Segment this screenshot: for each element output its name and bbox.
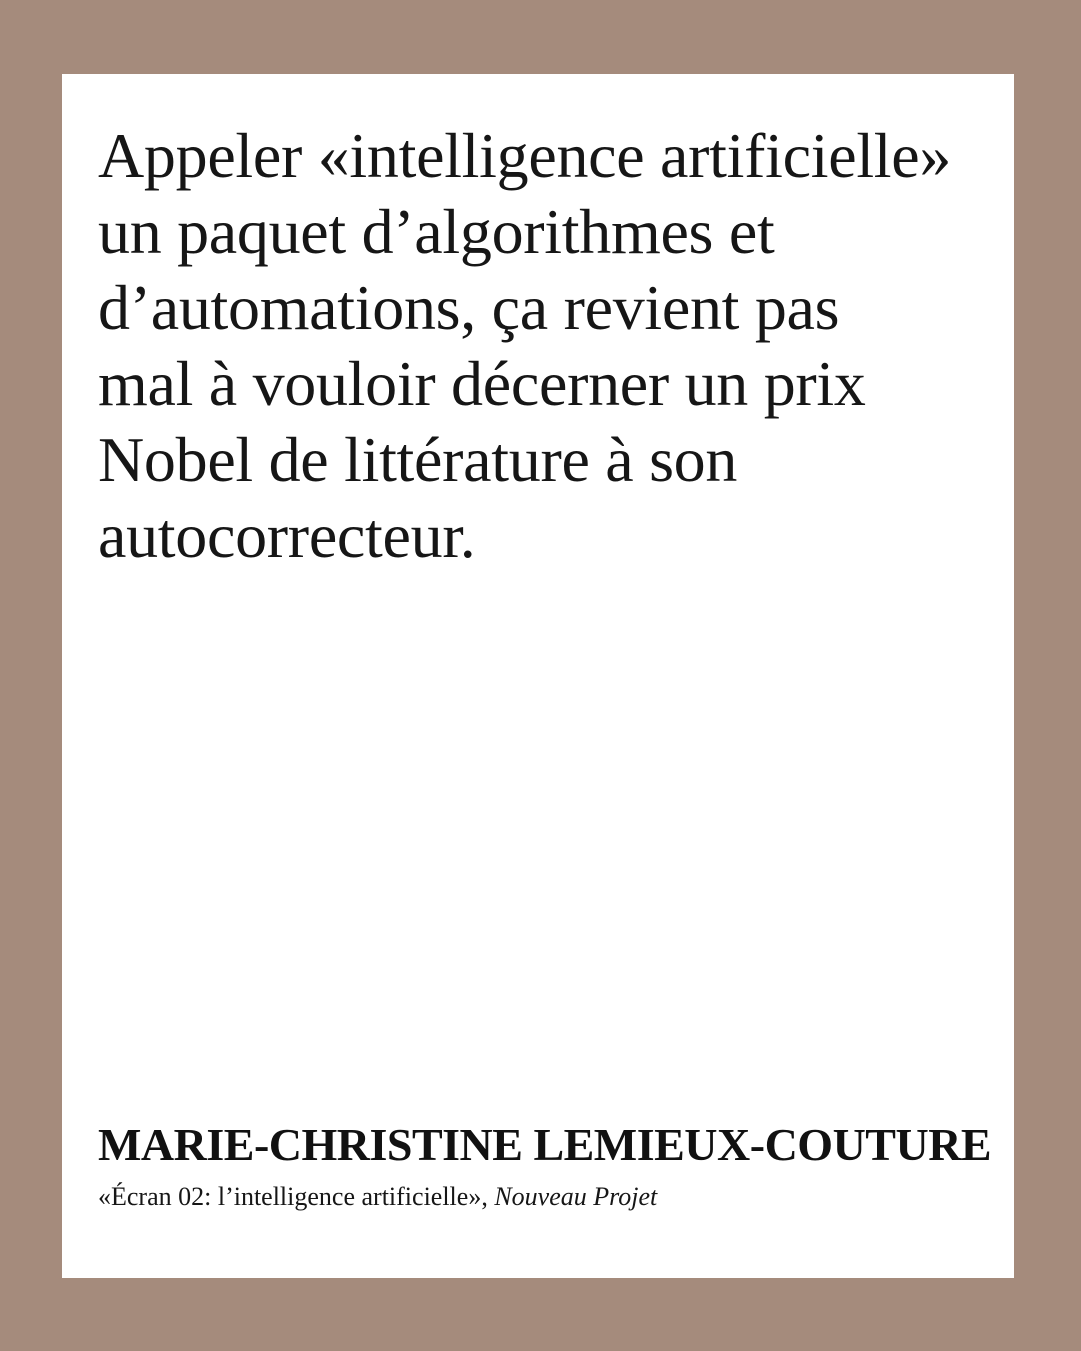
author-name: MARIE-CHRISTINE LEMIEUX-COUTURE (98, 1119, 992, 1170)
quote-line: autocorrecteur. (98, 500, 476, 571)
quote-line: d’automations, ça revient pas (98, 272, 840, 343)
attribution-block (98, 1118, 994, 1214)
quote-card (62, 74, 1014, 1278)
source-publication: Nouveau Projet (494, 1182, 658, 1211)
quote-line: Nobel de littérature à son (98, 424, 738, 495)
quote-line: Appeler «intelligence artificielle» (98, 120, 952, 191)
quote-text (98, 118, 988, 574)
quote-line: mal à vouloir décerner un prix (98, 348, 866, 419)
citation-line (98, 1180, 994, 1214)
quote-line: un paquet d’algorithmes et (98, 196, 775, 267)
source-title: «Écran 02: l’intelligence artificielle», (98, 1182, 495, 1211)
